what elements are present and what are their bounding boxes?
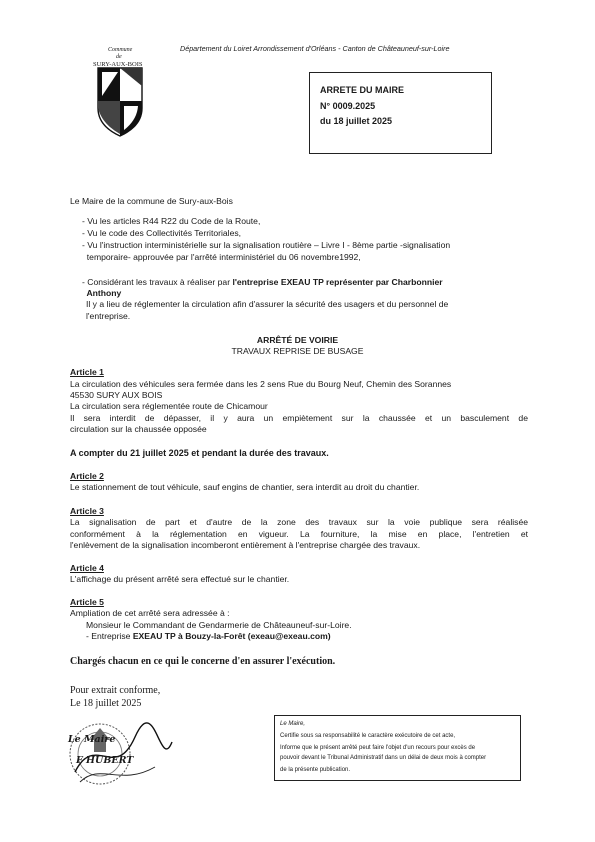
article-1-line-1: La circulation des véhicules sera fermée dans les 2 sens Rue du Bourg Neuf, Chemin des Sorannes <box>70 379 452 389</box>
article-2-title: Article 2 <box>70 471 104 481</box>
article-5-company-prefix: - Entreprise <box>86 631 133 641</box>
reason-line-1: Il y a lieu de réglementer la circulation afin d'assurer la sécurité des usagers et du personnel de <box>86 299 449 309</box>
commune-de: de <box>116 54 122 60</box>
decree-number: N° 0009.2025 <box>320 101 376 111</box>
publication-stamp-box <box>274 715 521 781</box>
consideration-3: - Vu l'instruction interministérielle sur la signalisation routière – Livre I - 8ème partie -signalisation <box>82 240 451 250</box>
article-4-line-1: L'affichage du présent arrêté sera effectué sur le chantier. <box>70 574 290 584</box>
article-4-title: Article 4 <box>70 563 104 573</box>
article-1-line-5: circulation sur la chaussée opposée <box>70 424 207 434</box>
stamp-line-1: Le Maire, <box>280 721 306 727</box>
article-3-line-1: La signalisation de part et d'autre de la zone des travaux sur la voie publique sera réalisée <box>70 517 528 527</box>
article-3-line-2: conformément à la réglementation en vigueur. La fourniture, la mise en place, l'entretien et <box>70 529 528 539</box>
stamp-line-5: de la présente publication. <box>280 767 351 773</box>
start-date: A compter du 21 juillet 2025 et pendant la durée des travaux. <box>70 448 329 458</box>
article-2-line-1: Le stationnement de tout véhicule, sauf engins de chantier, sera interdit au droit du chantier. <box>70 482 420 492</box>
decree-title: ARRETE DU MAIRE <box>320 85 405 95</box>
signature-name: F HUBERT <box>76 755 134 766</box>
signature-date: Le 18 juillet 2025 <box>70 698 142 709</box>
article-5-title: Article 5 <box>70 597 104 607</box>
execution-line: Chargés chacun en ce qui le concerne d'en assurer l'exécution. <box>70 656 336 667</box>
article-3-line-3: l'enlèvement de la signalisation incomberont entièrement à l'entreprise chargée des travaux. <box>70 540 421 550</box>
coat-of-arms-icon <box>88 46 152 146</box>
consideration-1: - Vu les articles R44 R22 du Code de la Route, <box>82 216 261 226</box>
decree-reference-box <box>309 72 492 154</box>
signature-title: Le Maire <box>68 734 116 745</box>
article-1-line-2: 45530 SURY AUX BOIS <box>70 390 163 400</box>
stamp-line-3: Informe que le présent arrêté peut faire l'objet d'un recours pour excès de <box>280 745 476 751</box>
commune-name: SURY-AUX-BOIS <box>93 61 143 68</box>
stamp-line-2: Certifie sous sa responsabilité le caractère exécutoire de cet acte, <box>280 733 456 739</box>
consideration-4: temporaire- approuvée par l'arrêté interministériel du 06 novembre1992, <box>82 252 361 262</box>
considering-company: l'entreprise EXEAU TP représenter par Charbonnier <box>232 277 443 287</box>
article-5-company: EXEAU TP à Bouzy-la-Forêt (exeau@exeau.com) <box>132 631 331 641</box>
signature-seal-icon <box>60 712 180 792</box>
considering-company-2: Anthony <box>82 288 122 298</box>
extract-line: Pour extrait conforme, <box>70 685 161 696</box>
stamp-line-4: pouvoir devant le Tribunal Administratif dans un délai de deux mois à compter <box>280 755 487 761</box>
considering-line <box>82 277 443 288</box>
article-5-line-3 <box>86 631 331 642</box>
article-3-title: Article 3 <box>70 506 104 516</box>
decree-subheading: TRAVAUX REPRISE DE BUSAGE <box>231 346 364 356</box>
department-line: Département du Loiret Arrondissement d'Orléans - Canton de Châteauneuf-sur-Loire <box>180 44 450 53</box>
decree-heading: ARRÊTÉ DE VOIRIE <box>256 335 339 345</box>
article-5-line-1: Ampliation de cet arrêté sera adressée à : <box>70 608 230 618</box>
mayor-line: Le Maire de la commune de Sury-aux-Bois <box>70 196 233 206</box>
article-1-title: Article 1 <box>70 367 104 377</box>
article-1-line-3: La circulation sera réglementée route de Chicamour <box>70 401 268 411</box>
considering-prefix: - Considérant les travaux à réaliser par <box>82 277 233 287</box>
consideration-2: - Vu le code des Collectivités Territoriales, <box>82 228 242 238</box>
reason-line-2: l'entreprise. <box>86 311 131 321</box>
article-1-line-4: Il sera interdit de dépasser, il y aura un empiètement sur la chaussée et un basculement de <box>70 413 528 423</box>
article-5-line-2: Monsieur le Commandant de Gendarmerie de Châteauneuf-sur-Loire. <box>86 620 352 630</box>
commune-label: Commune <box>108 47 133 53</box>
decree-date: du 18 juillet 2025 <box>320 116 393 126</box>
